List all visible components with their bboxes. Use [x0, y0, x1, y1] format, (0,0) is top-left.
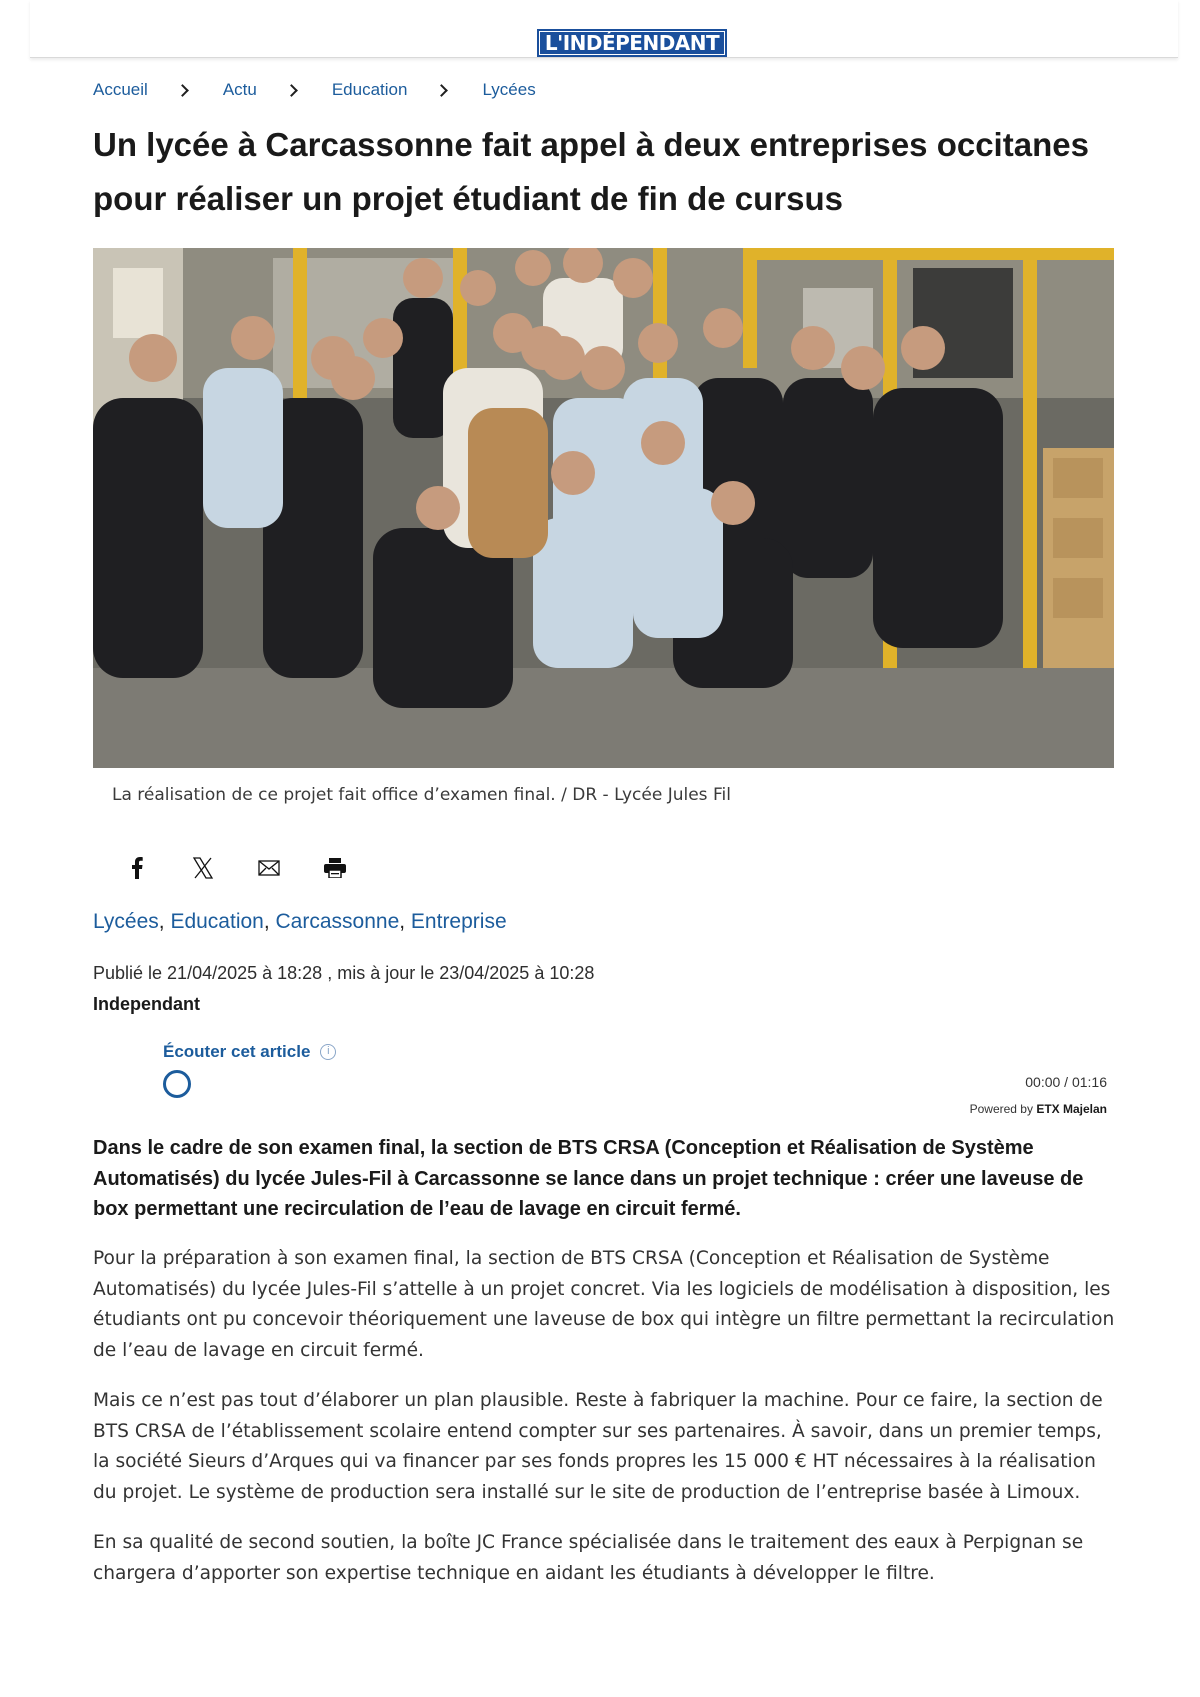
site-header: [30, 0, 1178, 58]
tag-education[interactable]: Education: [170, 910, 264, 933]
publish-date: Publié le 21/04/2025 à 18:28 , mis à jour le 23/04/2025 à 10:28: [93, 963, 595, 983]
tag-entreprise[interactable]: Entreprise: [410, 910, 507, 933]
chevron-right-icon: [176, 84, 189, 97]
listen-label: Écouter cet article: [163, 1042, 311, 1061]
share-bar: [104, 853, 368, 883]
audio-player-label: [163, 1042, 336, 1062]
print-icon[interactable]: [302, 853, 368, 883]
breadcrumb: [93, 78, 536, 102]
powered-prefix: Powered by: [969, 1102, 1033, 1116]
chevron-right-icon: [436, 84, 449, 97]
breadcrumb-actu[interactable]: Actu: [222, 80, 257, 99]
chevron-right-icon: [285, 84, 298, 97]
group-photo-illustration: [93, 248, 1114, 768]
audio-time: 00:00 / 01:16: [1025, 1074, 1107, 1090]
audio-play-button[interactable]: [163, 1070, 191, 1098]
article-paragraph: Pour la préparation à son examen final, la section de BTS CRSA (Conception et Réalisation de Système Automatisés) du lycée Jules-Fil s’attelle à un projet concret. Via les logiciels de modélisation à disposition, les étudiants ont pu concevoir théoriquement une laveuse de box qui intègre un filtre permettant la recirculation de l’eau de lavage en circuit fermé.: [93, 1248, 1115, 1361]
tag-list: Lycées, Education, Carcassonne, Entreprise: [93, 910, 507, 933]
tag-carcassonne[interactable]: Carcassonne: [275, 910, 400, 933]
article-title: Un lycée à Carcassonne fait appel à deux entreprises occitanes pour réaliser un projet étudiant de fin de cursus: [93, 126, 1089, 217]
mail-icon[interactable]: [236, 853, 302, 883]
facebook-icon[interactable]: [104, 853, 170, 883]
article-paragraph: En sa qualité de second soutien, la boîte JC France spécialisée dans le traitement des eaux à Perpignan se chargera d’apporter son expertise technique en aidant les étudiants à développer le filtre.: [93, 1532, 1084, 1584]
photo-caption: La réalisation de ce projet fait office d’examen final. / DR - Lycée Jules Fil: [112, 785, 731, 805]
author-name: Independant: [93, 994, 200, 1014]
article-photo: [93, 248, 1114, 768]
powered-brand: ETX Majelan: [1036, 1102, 1107, 1116]
tag-lycees[interactable]: Lycées: [93, 910, 159, 933]
x-icon[interactable]: [170, 853, 236, 883]
info-icon[interactable]: i: [320, 1044, 336, 1060]
article-paragraph: Mais ce n’est pas tout d’élaborer un plan plausible. Reste à fabriquer la machine. Pour ce faire, la section de BTS CRSA de l’établissement scolaire entend compter sur ses partenaires. À savoir, dans un premier temps, la société Sieurs d’Arques qui va financer par ses fonds propres les 15 000 € HT nécessaires à la réalisation du projet. Le système de production sera installé sur le site de production de l’entreprise basée à Limoux.: [93, 1390, 1103, 1503]
article-lead: Dans le cadre de son examen final, la section de BTS CRSA (Conception et Réalisation de Système Automatisés) du lycée Jules-Fil à Carcassonne se lance dans un projet technique : créer une laveuse de box permettant une recirculation de l’eau de lavage en circuit fermé.: [93, 1137, 1084, 1220]
audio-powered-by: [970, 1102, 1107, 1116]
breadcrumb-education[interactable]: Education: [331, 80, 408, 99]
breadcrumb-lycees[interactable]: Lycées: [482, 80, 536, 99]
breadcrumb-home[interactable]: Accueil: [93, 80, 148, 99]
site-logo[interactable]: L'INDÉPENDANT: [537, 29, 727, 57]
